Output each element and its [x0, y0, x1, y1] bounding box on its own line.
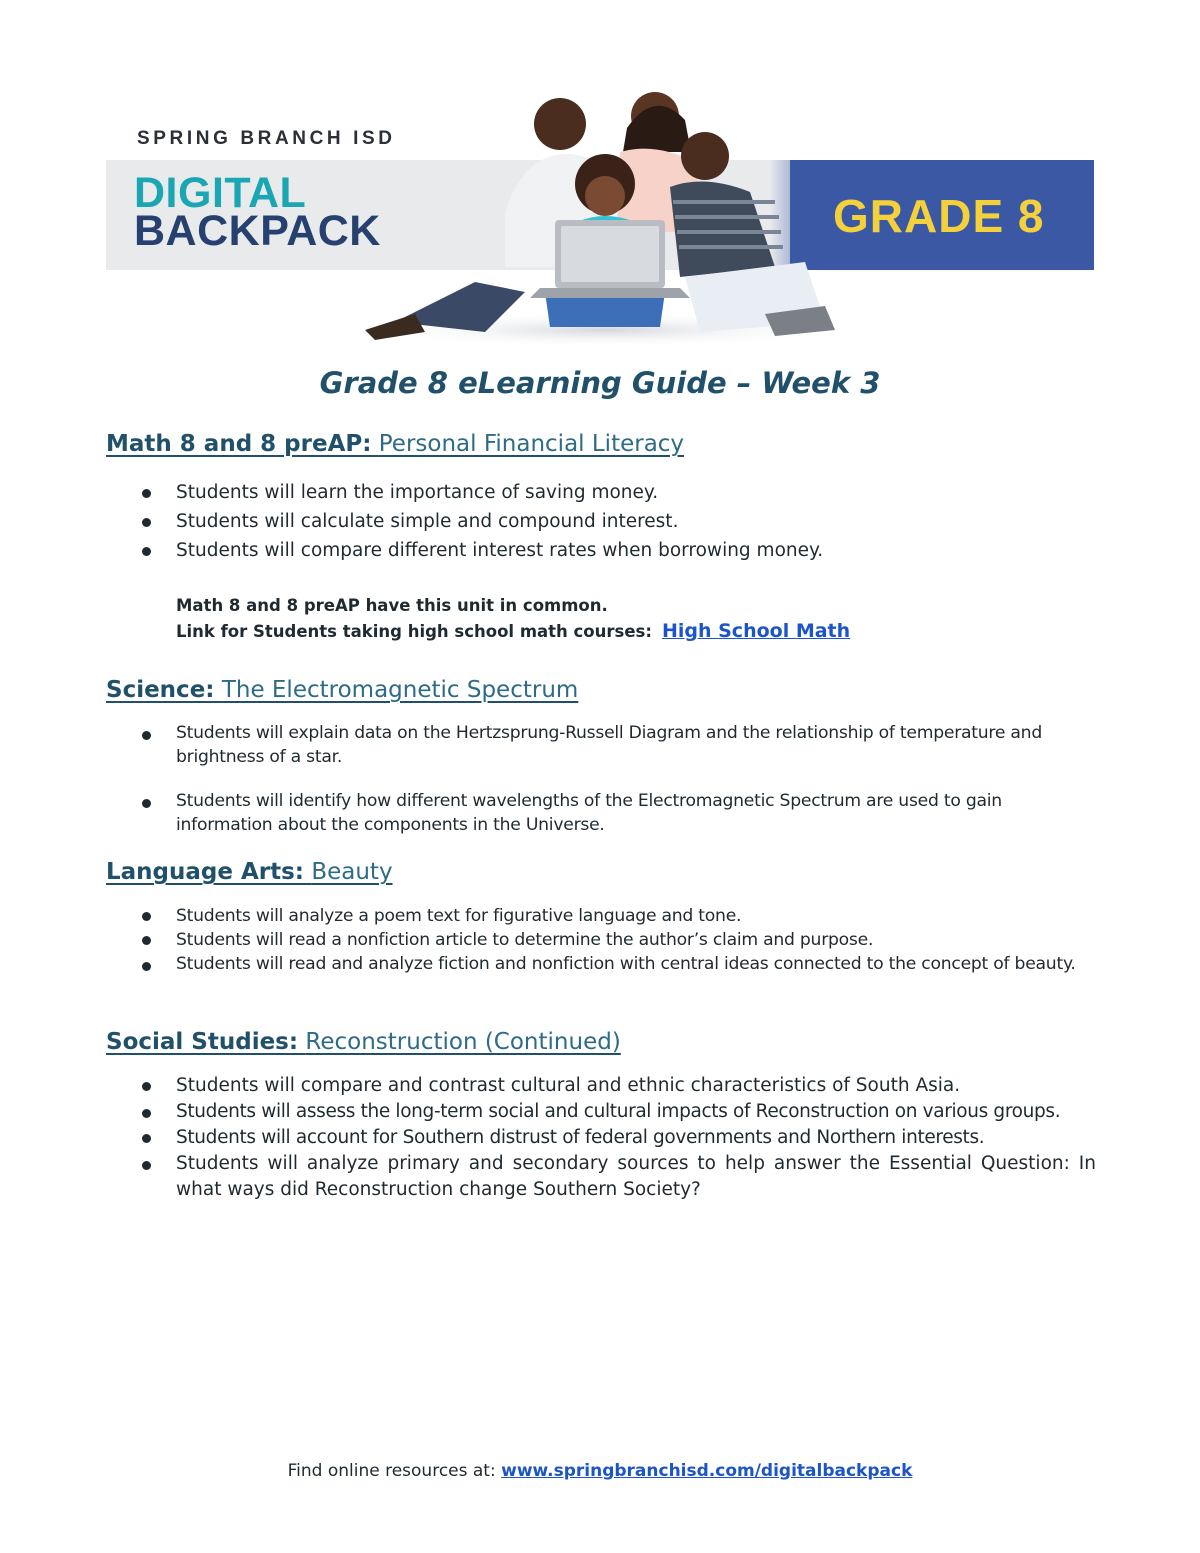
language-arts-topic-label: Beauty — [311, 859, 393, 885]
bullet-icon — [142, 1134, 151, 1143]
bullet-icon — [142, 936, 151, 945]
bullet-icon — [142, 1109, 151, 1118]
page-title: Grade 8 eLearning Guide – Week 3 — [319, 366, 881, 400]
social-studies-subject-label: Social Studies: — [106, 1029, 299, 1055]
brand-title-backpack: BACKPACK — [134, 207, 381, 255]
high-school-math-note — [176, 620, 850, 642]
footer-label: Find online resources at: — [287, 1461, 496, 1481]
bullet-icon — [142, 799, 151, 808]
math-common-unit-note: Math 8 and 8 preAP have this unit in common. — [176, 596, 608, 615]
digital-backpack-link[interactable]: www.springbranchisd.com/digitalbackpack — [501, 1461, 913, 1481]
social-studies-section-heading — [106, 1028, 621, 1056]
list-item: Students will compare and contrast cultural and ethnic characteristics of South Asia. — [140, 1073, 1096, 1099]
bullet-icon — [142, 731, 151, 740]
page-footer — [0, 1461, 1200, 1481]
family-laptop-photo — [355, 92, 855, 344]
science-topic-label: The Electromagnetic Spectrum — [221, 677, 579, 703]
list-item: Students will learn the importance of saving money. — [140, 478, 1096, 507]
science-section-heading — [106, 676, 578, 704]
science-subject-label: Science: — [106, 677, 215, 703]
language-arts-bullet-list — [140, 904, 1096, 976]
list-item: Students will analyze a poem text for figurative language and tone. — [140, 904, 1096, 928]
bullet-icon — [142, 912, 151, 921]
science-bullet-list — [140, 721, 1096, 837]
bullet-icon — [142, 547, 151, 556]
list-item: Students will calculate simple and compound interest. — [140, 507, 1096, 536]
math-bullet-list — [140, 478, 1096, 565]
list-item: Students will account for Southern distrust of federal governments and Northern interests. — [140, 1125, 1096, 1151]
bullet-icon — [142, 1161, 151, 1170]
list-item: Students will read a nonfiction article to determine the author’s claim and purpose. — [140, 928, 1096, 952]
social-studies-bullet-list — [140, 1073, 1096, 1203]
header-banner — [0, 0, 1200, 350]
list-item: Students will explain data on the Hertzsprung-Russell Diagram and the relationship of temperature and brightness of a star. — [140, 721, 1096, 769]
list-item: Students will compare different interest rates when borrowing money. — [140, 536, 1096, 565]
bullet-icon — [142, 962, 151, 971]
language-arts-section-heading — [106, 858, 393, 886]
bullet-icon — [142, 518, 151, 527]
grade-badge: GRADE 8 — [833, 190, 1045, 242]
high-school-math-note-label: Link for Students taking high school math courses: — [176, 622, 652, 641]
list-item: Students will analyze primary and secondary sources to help answer the Essential Question: In what ways did Reconstruction change Southern Society? — [140, 1151, 1096, 1203]
list-item: Students will identify how different wavelengths of the Electromagnetic Spectrum are used to gain information about the components in the Universe. — [140, 789, 1096, 837]
math-section-heading — [106, 430, 684, 458]
math-topic-label: Personal Financial Literacy — [378, 431, 685, 457]
bullet-icon — [142, 1082, 151, 1091]
bullet-icon — [142, 489, 151, 498]
social-studies-topic-label: Reconstruction (Continued) — [305, 1029, 621, 1055]
district-name: SPRING BRANCH ISD — [137, 128, 396, 149]
math-subject-label: Math 8 and 8 preAP: — [106, 431, 372, 457]
list-item: Students will read and analyze fiction and nonfiction with central ideas connected to the concept of beauty. — [140, 952, 1096, 976]
high-school-math-link[interactable]: High School Math — [661, 620, 851, 642]
brand-title-digital: DIGITAL — [134, 169, 307, 217]
language-arts-subject-label: Language Arts: — [106, 859, 305, 885]
list-item: Students will assess the long-term social and cultural impacts of Reconstruction on various groups. — [140, 1099, 1096, 1125]
